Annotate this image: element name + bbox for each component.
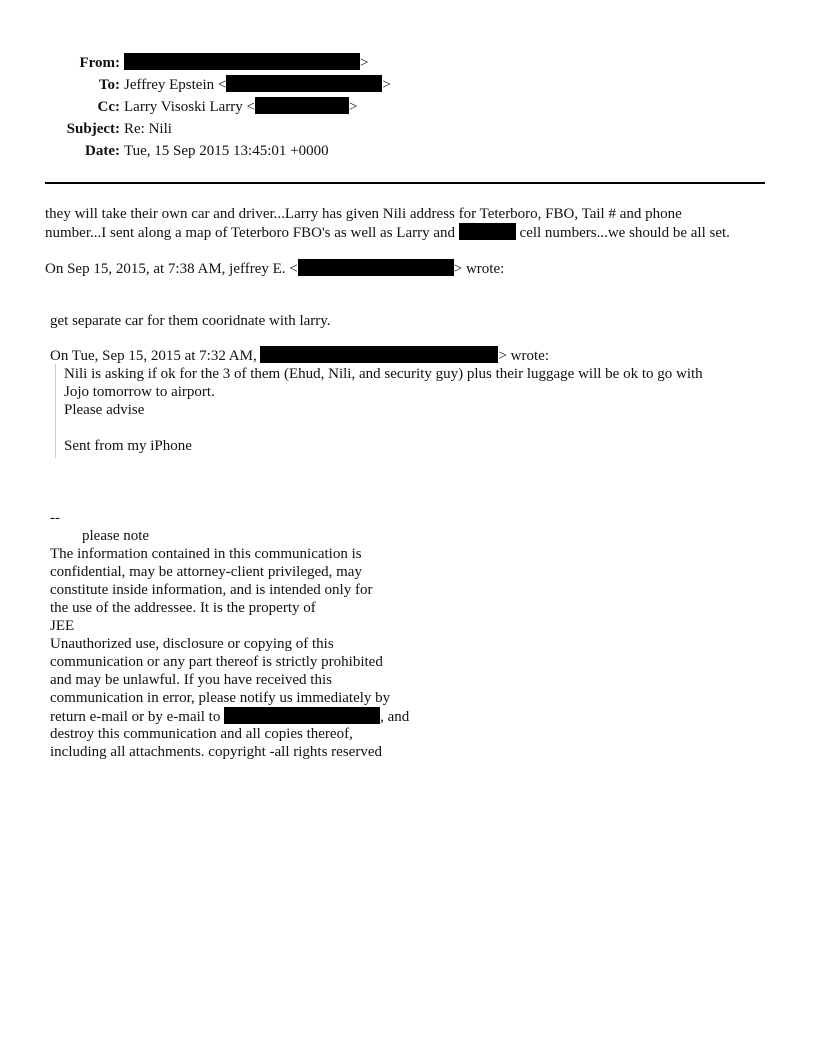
redaction-block xyxy=(224,707,380,724)
redaction-block xyxy=(226,75,382,92)
disclaimer-line: destroy this communication and all copies thereof, xyxy=(50,726,353,742)
attribution-text: On Sep 15, 2015, at 7:38 AM, jeffrey E. < xyxy=(45,261,298,277)
quoted-line: Please advise xyxy=(64,402,145,418)
to-value xyxy=(124,75,391,95)
quoted-message: get separate car for them cooridnate with larry. xyxy=(50,313,331,329)
redaction-block xyxy=(255,97,349,114)
disclaimer-line: including all attachments. copyright -all rights reserved xyxy=(50,744,382,760)
from-value xyxy=(124,53,368,73)
quote-bar xyxy=(55,364,56,458)
reply-line: they will take their own car and driver...Larry has given Nili address for Teterboro, FBO, Tail # and phone xyxy=(45,206,682,222)
subject-value: Re: Nili xyxy=(124,121,172,137)
attribution-text: > wrote: xyxy=(498,348,549,364)
quoted-line: Jojo tomorrow to airport. xyxy=(64,384,215,400)
reply-text: cell numbers...we should be all set. xyxy=(519,225,730,241)
attribution-line xyxy=(50,346,549,364)
to-label: To: xyxy=(98,77,120,93)
disclaimer-line: the use of the addressee. It is the property of xyxy=(50,600,316,616)
date-value: Tue, 15 Sep 2015 13:45:01 +0000 xyxy=(124,143,329,159)
date-label: Date: xyxy=(85,143,120,159)
redaction-block xyxy=(459,223,516,240)
close-bracket: > xyxy=(382,77,391,93)
to-name: Jeffrey Epstein < xyxy=(124,77,227,93)
signature-dashes: -- xyxy=(50,510,60,526)
date-row xyxy=(0,141,816,161)
from-row xyxy=(0,53,816,73)
attribution-line xyxy=(45,259,504,277)
reply-line xyxy=(45,223,730,241)
header-divider xyxy=(45,182,765,184)
redaction-block xyxy=(298,259,454,276)
subject-row xyxy=(0,119,816,139)
cc-name: Larry Visoski Larry < xyxy=(124,99,256,115)
to-row xyxy=(0,75,816,95)
disclaimer-line: confidential, may be attorney-client privileged, may xyxy=(50,564,362,580)
attribution-text: > wrote: xyxy=(453,261,505,277)
close-bracket: > xyxy=(349,99,358,115)
attribution-text: On Tue, Sep 15, 2015 at 7:32 AM, xyxy=(50,348,257,364)
cc-value xyxy=(124,97,357,117)
disclaimer-line: communication in error, please notify us immediately by xyxy=(50,690,391,706)
close-bracket: > xyxy=(360,55,369,71)
quoted-line: Sent from my iPhone xyxy=(64,438,192,454)
cc-row xyxy=(0,97,816,117)
redaction-block xyxy=(124,53,360,70)
redaction-block xyxy=(260,346,498,363)
subject-label: Subject: xyxy=(66,121,120,137)
disclaimer-line: and may be unlawful. If you have received this xyxy=(50,672,332,688)
from-label: From: xyxy=(79,55,120,71)
quoted-line: Nili is asking if ok for the 3 of them (Ehud, Nili, and security guy) plus their luggage will be ok to go with xyxy=(64,366,703,382)
disclaimer-text: , and xyxy=(380,709,410,725)
disclaimer-line: JEE xyxy=(50,618,75,634)
signature-note: please note xyxy=(82,528,150,544)
disclaimer-text: return e-mail or by e-mail to xyxy=(50,709,221,725)
disclaimer-line: The information contained in this communication is xyxy=(50,546,362,562)
reply-text: number...I sent along a map of Teterboro FBO's as well as Larry and xyxy=(45,225,456,241)
disclaimer-line: Unauthorized use, disclosure or copying of this xyxy=(50,636,334,652)
disclaimer-line xyxy=(50,707,409,725)
disclaimer-line: constitute inside information, and is intended only for xyxy=(50,582,373,598)
cc-label: Cc: xyxy=(97,99,120,115)
disclaimer-line: communication or any part thereof is strictly prohibited xyxy=(50,654,383,670)
